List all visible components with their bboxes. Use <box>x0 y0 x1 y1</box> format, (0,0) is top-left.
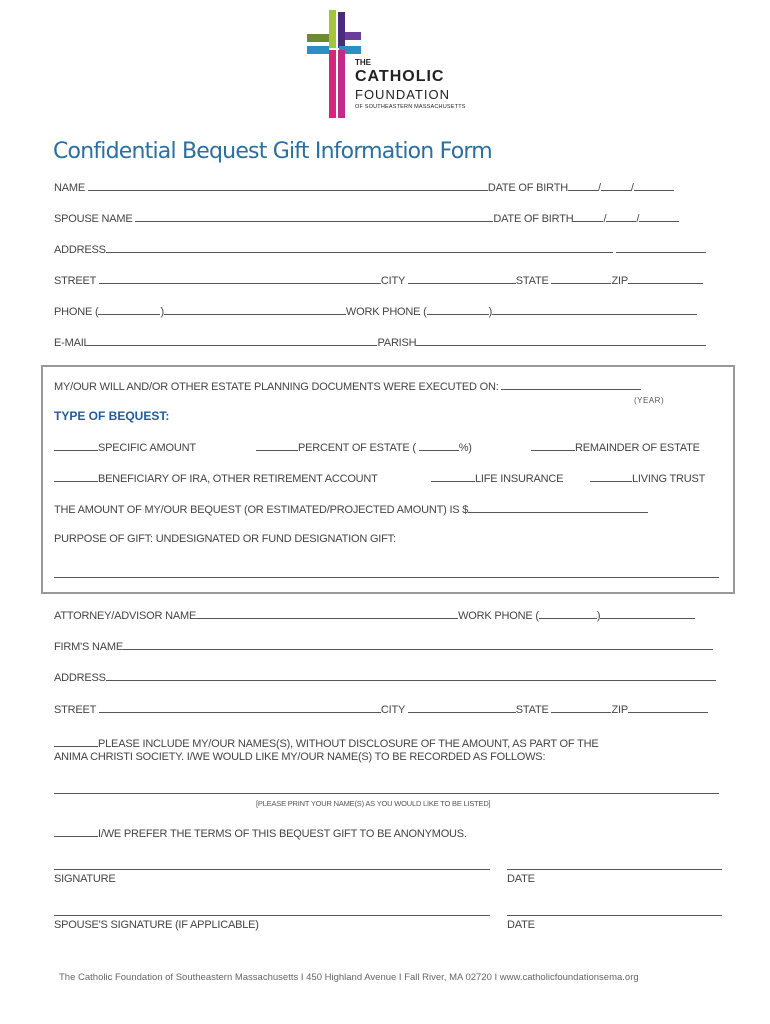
attorney-work-phone-label: WORK PHONE ( <box>458 610 539 622</box>
attorney-row <box>54 608 695 622</box>
work-phone-paren: ) <box>488 306 493 318</box>
life-insurance-group <box>431 471 563 485</box>
email-label: E-MAIL <box>54 337 90 349</box>
parish-label: PARISH <box>377 337 417 349</box>
address-field[interactable] <box>106 242 613 253</box>
executed-label: MY/OUR WILL AND/OR OTHER ESTATE PLANNING DOCUMENTS WERE EXECUTED ON: <box>54 381 499 393</box>
firm-field[interactable] <box>123 639 713 650</box>
attorney-city-label: CITY <box>380 704 405 716</box>
anima-note: [PLEASE PRINT YOUR NAME(S) AS YOU WOULD LIKE TO BE LISTED] <box>256 799 491 808</box>
anima-text-1: PLEASE INCLUDE MY/OUR NAMES(S), WITHOUT DISCLOSURE OF THE AMOUNT, AS PART OF THE <box>98 738 599 750</box>
attorney-city-field[interactable] <box>408 702 516 713</box>
work-phone-label: WORK PHONE ( <box>345 306 427 318</box>
percent-end: %) <box>458 442 472 454</box>
phone-row <box>54 304 697 318</box>
type-heading: TYPE OF BEQUEST: <box>54 409 170 423</box>
spouse-name-label: SPOUSE NAME <box>54 213 133 225</box>
phone-label: PHONE ( <box>54 306 99 318</box>
living-trust-label: LIVING TRUST <box>632 473 706 485</box>
date-field-2[interactable] <box>507 915 722 916</box>
state-field[interactable] <box>551 273 611 284</box>
name-field[interactable] <box>88 180 488 191</box>
percent-group <box>256 440 472 454</box>
date-label: DATE <box>507 873 535 885</box>
dob-year-field[interactable] <box>634 180 674 191</box>
attorney-name-label: ATTORNEY/ADVISOR NAME <box>54 610 197 622</box>
zip-field[interactable] <box>628 273 703 284</box>
cross-logo-icon <box>305 10 355 120</box>
anima-check[interactable] <box>54 736 98 747</box>
city-field[interactable] <box>408 273 516 284</box>
name-row <box>54 180 674 194</box>
attorney-address-row <box>54 670 716 684</box>
amount-label: THE AMOUNT OF MY/OUR BEQUEST (OR ESTIMATED/PROJECTED AMOUNT) IS $ <box>54 504 469 516</box>
signature-label: SIGNATURE <box>54 873 116 885</box>
dob-label: DATE OF BIRTH <box>487 182 568 194</box>
attorney-street-label: STREET <box>54 704 96 716</box>
attorney-name-field[interactable] <box>196 608 458 619</box>
attorney-phone-field[interactable] <box>600 608 695 619</box>
phone-area-field[interactable] <box>98 304 160 315</box>
remainder-label: REMAINDER OF ESTATE <box>575 442 700 454</box>
anonymous-label: I/WE PREFER THE TERMS OF THIS BEQUEST GIFT TO BE ANONYMOUS. <box>98 828 467 840</box>
attorney-address-field[interactable] <box>106 670 716 681</box>
anonymous-check[interactable] <box>54 826 98 837</box>
spouse-dob-month-field[interactable] <box>573 211 603 222</box>
spouse-dob-year-field[interactable] <box>639 211 679 222</box>
dob-slash: / <box>630 182 634 194</box>
phone-paren: ) <box>160 306 164 318</box>
living-trust-check[interactable] <box>590 471 632 482</box>
remainder-group <box>531 440 700 454</box>
city-label: CITY <box>380 275 405 287</box>
attorney-address-label: ADDRESS <box>54 672 106 684</box>
dob-slash: / <box>636 213 640 225</box>
attorney-zip-field[interactable] <box>628 702 708 713</box>
street-field[interactable] <box>99 273 381 284</box>
life-insurance-label: LIFE INSURANCE <box>475 473 564 485</box>
date-label-2: DATE <box>507 919 535 931</box>
street-row <box>54 273 703 287</box>
address-field-2[interactable] <box>616 242 706 253</box>
attorney-phone-area-field[interactable] <box>539 608 597 619</box>
attorney-street-field[interactable] <box>99 702 381 713</box>
amount-field[interactable] <box>468 502 648 513</box>
spouse-signature-label: SPOUSE'S SIGNATURE (IF APPLICABLE) <box>54 919 259 931</box>
attorney-zip-label: ZIP <box>611 704 628 716</box>
executed-row <box>54 379 641 393</box>
logo-the: THE <box>355 58 371 67</box>
purpose-field[interactable] <box>54 577 719 578</box>
attorney-state-label: STATE <box>515 704 549 716</box>
logo-foundation: FOUNDATION <box>355 87 450 102</box>
specific-amount-label: SPECIFIC AMOUNT <box>98 442 196 454</box>
address-label: ADDRESS <box>54 244 106 256</box>
street-label: STREET <box>54 275 96 287</box>
zip-label: ZIP <box>611 275 628 287</box>
work-phone-field[interactable] <box>492 304 697 315</box>
email-row <box>54 335 706 349</box>
signature-field[interactable] <box>54 869 490 870</box>
attorney-street-row <box>54 702 708 716</box>
beneficiary-check[interactable] <box>54 471 98 482</box>
spouse-row <box>54 211 679 225</box>
beneficiary-label: BENEFICIARY OF IRA, OTHER RETIREMENT ACCOUNT <box>98 473 378 485</box>
dob-month-field[interactable] <box>568 180 598 191</box>
percent-field[interactable] <box>419 440 459 451</box>
dob-slash: / <box>603 213 607 225</box>
attorney-paren: ) <box>596 610 601 622</box>
name-label: NAME <box>54 182 85 194</box>
attorney-state-field[interactable] <box>551 702 611 713</box>
percent-check[interactable] <box>256 440 298 451</box>
address-row <box>54 242 706 256</box>
phone-field[interactable] <box>164 304 346 315</box>
logo-catholic: CATHOLIC <box>355 68 445 85</box>
spouse-dob-label: DATE OF BIRTH <box>493 213 574 225</box>
footer: The Catholic Foundation of Southeastern Massachusetts I 450 Highland Avenue I Fall River, MA 02720 I www.catholicfoundationsema.org <box>59 972 639 983</box>
firm-row <box>54 639 713 653</box>
page-title: Confidential Bequest Gift Information Form <box>53 139 492 164</box>
spouse-signature-field[interactable] <box>54 915 490 916</box>
spouse-name-field[interactable] <box>135 211 493 222</box>
anima-line-1 <box>54 736 598 750</box>
executed-year-field[interactable] <box>501 379 641 390</box>
anima-text-2: ANIMA CHRISTI SOCIETY. I/WE WOULD LIKE MY/OUR NAME(S) TO BE RECORDED AS FOLLOWS: <box>54 751 546 763</box>
logo-subtitle: OF SOUTHEASTERN MASSACHUSETTS <box>355 104 466 110</box>
dob-day-field[interactable] <box>601 180 631 191</box>
living-trust-group <box>590 471 705 485</box>
type-row-2 <box>54 471 378 485</box>
firm-label: FIRM'S NAME <box>54 641 123 653</box>
percent-label: PERCENT OF ESTATE ( <box>298 442 416 454</box>
email-field[interactable] <box>89 335 377 346</box>
life-insurance-check[interactable] <box>431 471 475 482</box>
parish-field[interactable] <box>416 335 706 346</box>
purpose-label: PURPOSE OF GIFT: UNDESIGNATED OR FUND DESIGNATION GIFT: <box>54 533 396 545</box>
remainder-check[interactable] <box>531 440 575 451</box>
date-field[interactable] <box>507 869 722 870</box>
anonymous-row <box>54 826 467 840</box>
year-label: (YEAR) <box>634 396 665 405</box>
work-phone-area-field[interactable] <box>427 304 489 315</box>
logo <box>305 10 475 120</box>
specific-amount-check[interactable] <box>54 440 98 451</box>
spouse-dob-day-field[interactable] <box>606 211 636 222</box>
state-label: STATE <box>515 275 549 287</box>
dob-slash: / <box>597 182 601 194</box>
amount-row <box>54 502 648 516</box>
anima-name-field[interactable] <box>54 793 719 794</box>
